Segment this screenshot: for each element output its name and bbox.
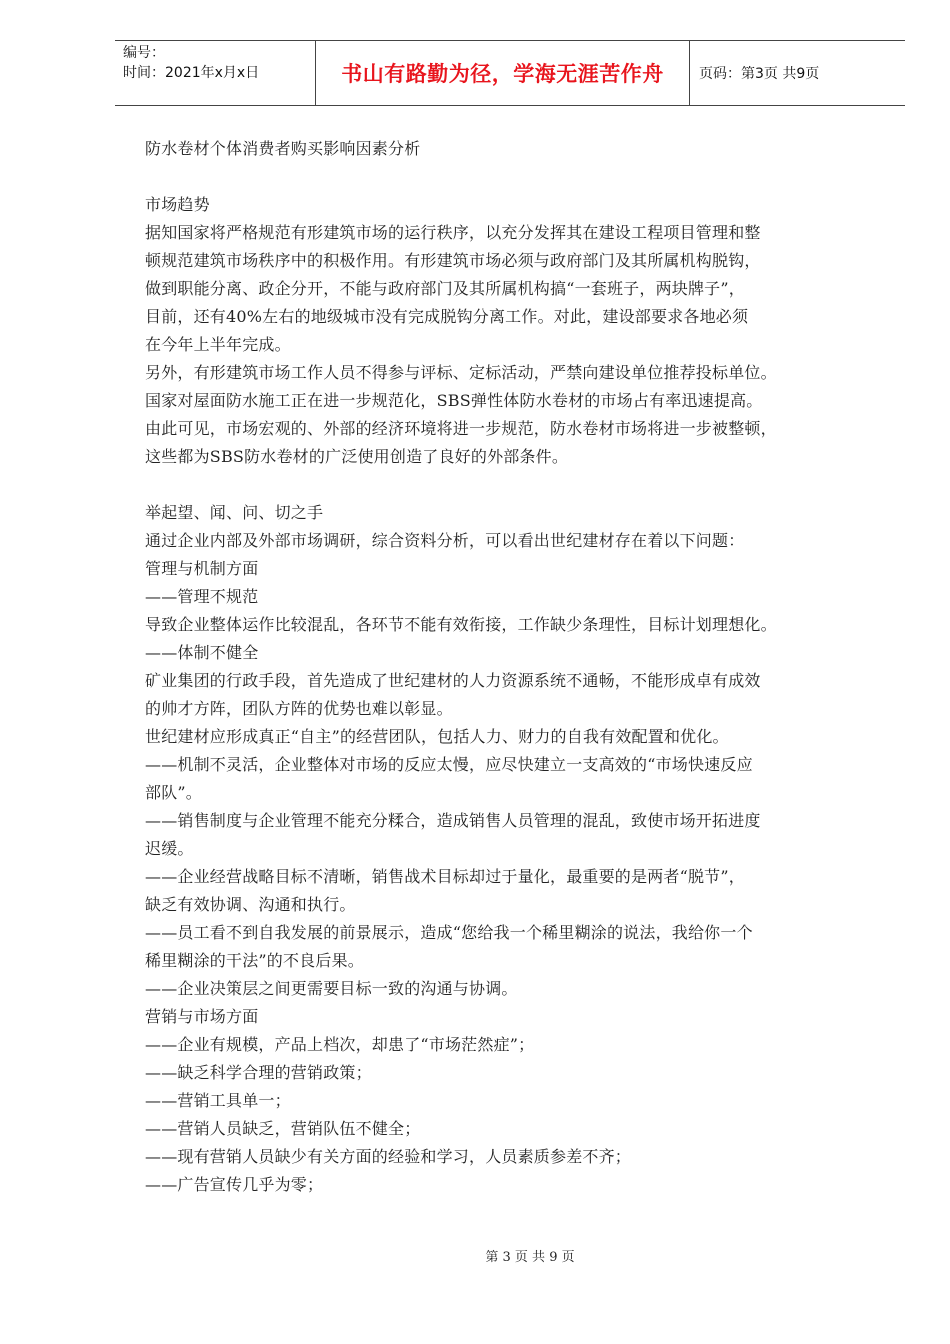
time-label: 时间：2021年x月x日 xyxy=(123,65,260,81)
body-line: ——现有营销人员缺少有关方面的经验和学习，人员素质参差不齐； xyxy=(145,1147,632,1166)
document-title: 防水卷材个体消费者购买影响因素分析 xyxy=(145,139,421,158)
page-header xyxy=(115,40,905,106)
section-heading: 市场趋势 xyxy=(145,195,210,214)
body-line: 通过企业内部及外部市场调研，综合资料分析，可以看出世纪建材存在着以下问题： xyxy=(145,531,745,550)
body-line: 稀里糊涂的干法”的不良后果。 xyxy=(145,951,364,970)
body-line: 据知国家将严格规范有形建筑市场的运行秩序，以充分发挥其在建设工程项目管理和整 xyxy=(145,223,761,242)
section-heading: 举起望、闻、问、切之手 xyxy=(145,503,324,522)
body-line: ——营销人员缺乏，营销队伍不健全； xyxy=(145,1119,421,1138)
document-body xyxy=(145,135,895,1199)
body-line: 部队”。 xyxy=(145,783,202,802)
body-line: 国家对屋面防水施工正在进一步规范化，SBS弹性体防水卷材的市场占有率迅速提高。 xyxy=(145,391,763,410)
serial-label: 编号： xyxy=(123,45,165,61)
body-line: 迟缓。 xyxy=(145,839,194,858)
body-line: 世纪建材应形成真正“自主”的经营团队，包括人力、财力的自我有效配置和优化。 xyxy=(145,727,729,746)
body-line: ——员工看不到自我发展的前景展示，造成“您给我一个稀里糊涂的说法，我给你一个 xyxy=(145,923,753,942)
body-line: 在今年上半年完成。 xyxy=(145,335,291,354)
body-line: 顿规范建筑市场秩序中的积极作用。有形建筑市场必须与政府部门及其所属机构脱钩， xyxy=(145,251,761,270)
body-line: 缺乏有效协调、沟通和执行。 xyxy=(145,895,356,914)
header-meta xyxy=(115,41,316,105)
header-page-info: 页码：第3页 共9页 xyxy=(699,66,820,82)
body-line: ——营销工具单一； xyxy=(145,1091,291,1110)
body-line: ——广告宣传几乎为零； xyxy=(145,1175,324,1194)
body-line: ——销售制度与企业管理不能充分糅合，造成销售人员管理的混乱，致使市场开拓进度 xyxy=(145,811,761,830)
body-line: ——体制不健全 xyxy=(145,643,259,662)
body-line: ——企业有规模，产品上档次，却患了“市场茫然症”； xyxy=(145,1035,535,1054)
body-line: 另外，有形建筑市场工作人员不得参与评标、定标活动，严禁向建设单位推荐投标单位。 xyxy=(145,363,777,382)
header-motto-cell xyxy=(316,41,690,105)
body-line: 管理与机制方面 xyxy=(145,559,259,578)
body-line: 目前，还有40%左右的地级城市没有完成脱钩分离工作。对此，建设部要求各地必须 xyxy=(145,307,749,326)
header-motto: 书山有路勤为径，学海无涯苦作舟 xyxy=(341,62,664,86)
body-line: 由此可见，市场宏观的、外部的经济环境将进一步规范，防水卷材市场将进一步被整顿， xyxy=(145,419,777,438)
page-footer: 第 3 页 共 9 页 xyxy=(485,1250,575,1265)
body-line: ——管理不规范 xyxy=(145,587,259,606)
body-line: 的帅才方阵，团队方阵的优势也难以彰显。 xyxy=(145,699,453,718)
body-line: ——机制不灵活，企业整体对市场的反应太慢，应尽快建立一支高效的“市场快速反应 xyxy=(145,755,753,774)
body-line: ——缺乏科学合理的营销政策； xyxy=(145,1063,372,1082)
body-line: 做到职能分离、政企分开，不能与政府部门及其所属机构搞“一套班子，两块牌子”， xyxy=(145,279,745,298)
body-line: 矿业集团的行政手段，首先造成了世纪建材的人力资源系统不通畅，不能形成卓有成效 xyxy=(145,671,761,690)
body-line: 营销与市场方面 xyxy=(145,1007,259,1026)
body-line: ——企业决策层之间更需要目标一致的沟通与协调。 xyxy=(145,979,518,998)
body-line: 这些都为SBS防水卷材的广泛使用创造了良好的外部条件。 xyxy=(145,447,569,466)
body-line: 导致企业整体运作比较混乱，各环节不能有效衔接，工作缺少条理性，目标计划理想化。 xyxy=(145,615,777,634)
body-line: ——企业经营战略目标不清晰，销售战术目标却过于量化，最重要的是两者“脱节”， xyxy=(145,867,745,886)
